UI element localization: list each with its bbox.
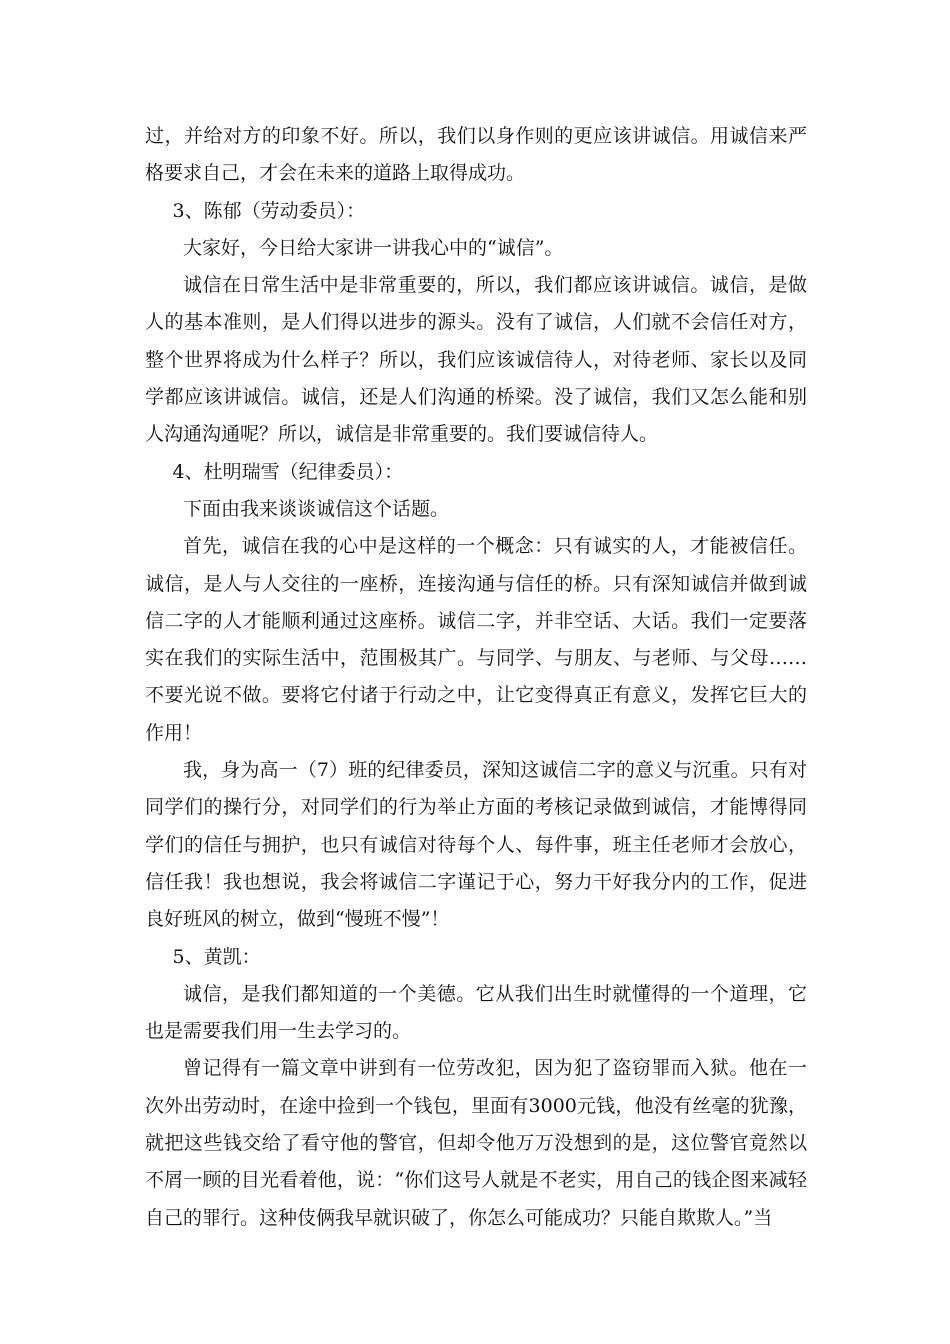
- paragraph: 我，身为高一（7）班的纪律委员，深知这诚信二字的意义与沉重。只有对同学们的操行分，对同学们的行为举止方面的考核记录做到诚信，才能博得同学们的信任与拥护，也只有诚信对待每个人、每件事，班主任老师才会放心，信任我！我也想说，我会将诚信二字谨记于心，努力干好我分内的工作，促进良好班风的树立，做到“慢班不慢”！: [145, 759, 807, 931]
- speaker-heading-4: 4、杜明瑞雪（纪律委员）：: [172, 460, 404, 483]
- paragraph: 首先，诚信在我的心中是这样的一个概念：只有诚实的人，才能被信任。诚信，是人与人交往的一座桥，连接沟通与信任的桥。只有深知诚信并做到诚信二字的人才能顺利通过这座桥。诚信二字，并非空话、大话。我们一定要落实在我们的实际生活中，范围极其广。与同学、与朋友、与老师、与父母……不要光说不做。要将它付诸于行动之中，让它变得真正有意义，发挥它巨大的作用！: [145, 535, 807, 744]
- paragraph-continuation: 过，并给对方的印象不好。所以，我们以身作则的更应该讲诚信。用诚信来严格要求自己，才会在未来的道路上取得成功。: [145, 125, 807, 185]
- paragraph: 诚信，是我们都知道的一个美德。它从我们出生时就懂得的一个道理，它也是需要我们用一生去学习的。: [145, 982, 807, 1043]
- speaker-heading-3: 3、陈郁（劳动委员）：: [172, 199, 366, 222]
- paragraph: 大家好，今日给大家讲一讲我心中的“诚信”。: [183, 236, 564, 259]
- paragraph: 曾记得有一篇文章中讲到有一位劳改犯，因为犯了盗窃罪而入狱。他在一次外出劳动时，在途中捡到一个钱包，里面有3000元钱，他没有丝毫的犹豫，就把这些钱交给了看守他的警官，但却令他万万没想到的是，这位警官竟然以不屑一顾的目光看着他，说：“你们这号人就是不老实，用自己的钱企图来减轻自己的罪行。这种伎俩我早就识破了，你怎么可能成功？只能自欺欺人。”当: [145, 1057, 807, 1229]
- paragraph: 诚信在日常生活中是非常重要的，所以，我们都应该讲诚信。诚信，是做人的基本准则，是人们得以进步的源头。没有了诚信，人们就不会信任对方，整个世界将成为什么样子？所以，我们应该诚信待人，对待老师、家长以及同学都应该讲诚信。诚信，还是人们沟通的桥梁。没了诚信，我们又怎么能和别人沟通沟通呢？所以，诚信是非常重要的。我们要诚信待人。: [145, 274, 807, 446]
- paragraph: 下面由我来谈谈诚信这个话题。: [183, 497, 450, 520]
- speaker-heading-5: 5、黄凯：: [172, 945, 261, 968]
- document-body: [145, 118, 807, 1237]
